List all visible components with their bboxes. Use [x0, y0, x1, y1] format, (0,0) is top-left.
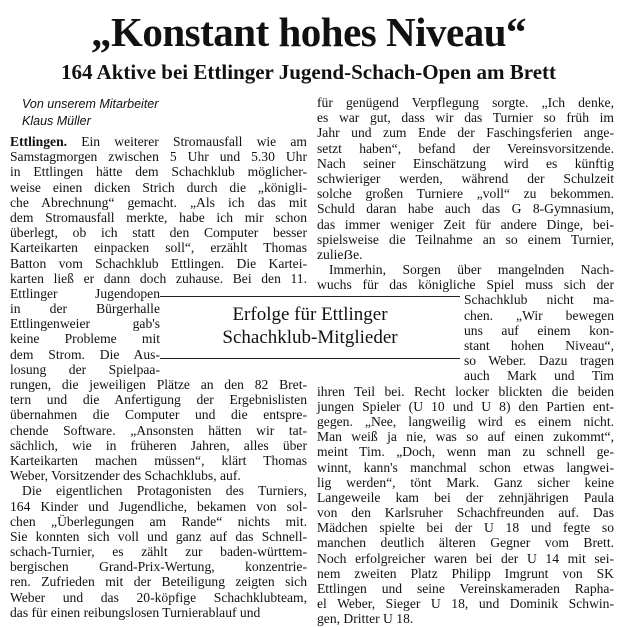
- text-line: ren. Zufrieden mit der Beteiligung zeigten sich: [10, 574, 307, 590]
- text-line: 164 Kinder und Jugendliche, bekamen von sol-: [10, 498, 307, 514]
- text-line: wuchs für das königliche Spiel muss sich der: [317, 277, 614, 293]
- text-line: zulieẞe.: [317, 246, 363, 262]
- text-line-content: Ein weiterer Stromausfall wie am: [67, 134, 307, 149]
- text-line: Die eigentlichen Protagonisten des Turniers,: [22, 483, 307, 499]
- text-line: Schuld daran habe auch das G 8-Gymnasium,: [317, 201, 614, 217]
- text-line: Man weiß ja nie, was so auf einen zukommt“,: [317, 429, 614, 445]
- text-line: Sie konnten sich voll und ganz auf das Schnell-: [10, 528, 307, 544]
- text-line: karten ließ er dann doch zuhause. Bei den 11.: [10, 270, 307, 286]
- text-line: so Weber. Dazu tragen: [464, 353, 614, 369]
- text-line: das für einen reibungslosen Turnierablauf und: [10, 604, 261, 620]
- text-line: Jahr und zum Ende der Faschingsferien ange-: [317, 125, 614, 141]
- text-line: spielsweise die Teilnahme an so einem Turnier,: [317, 231, 614, 247]
- text-line: rungen, die jeweiligen Plätze an den 82 Bret-: [10, 377, 307, 392]
- box-rule-bottom: [160, 358, 460, 359]
- text-line: Ettlinger Jugendopen: [10, 285, 160, 301]
- text-line: Noch erfolgreicher waren bei der U 14 mit sei-: [317, 550, 614, 566]
- text-line: Batton vom Schachklub Ettlingen. Die Kartei-: [10, 255, 307, 271]
- text-line: Ettlingenweier gab's: [10, 316, 160, 332]
- text-line: in der Bürgerhalle: [10, 301, 160, 317]
- text-line: Schachklub nicht ma-: [464, 292, 614, 308]
- text-line: Nach seiner Einschätzung wird es künftig: [317, 155, 614, 171]
- article-column-right: [317, 95, 614, 627]
- text-line: winnt, kann's manchmal schon etwas langwei-: [317, 459, 614, 475]
- byline-line-1: Von unserem Mitarbeiter: [22, 97, 159, 111]
- text-line: gegen. „Nee, langweilig wird es einem nicht.: [317, 413, 614, 429]
- text-line: gen, Dritter U 18.: [317, 611, 414, 627]
- text-line: schach-Turnier, es zählt zur baden-württem-: [10, 544, 307, 560]
- text-line: Weber, Vorsitzender des Schachklubs, auf.: [10, 468, 241, 484]
- headline: „Konstant hohes Niveau“: [90, 9, 526, 55]
- text-line: es war gut, dass wir das Turnier so früh im: [317, 110, 614, 126]
- text-line: meint Tim. „Doch, wenn man zu schnell ge-: [317, 444, 614, 460]
- article-column-left: [10, 134, 307, 620]
- text-line: losung der Spielpaa-: [10, 361, 160, 377]
- text-line: jungen Spieler (U 10 und U 8) den Partien ent-: [317, 398, 614, 414]
- text-line: manchen deutlich älteren Gegner vom Brett.: [317, 535, 614, 551]
- text-line: bergischen Grand-Prix-Wertung, konzentrie-: [10, 559, 307, 575]
- text-line: Samstagmorgen zwischen 5 Uhr und 5.30 Uhr: [10, 149, 307, 165]
- text-line: Ettlingen und seine Vereinskameraden Rapha-: [317, 581, 614, 596]
- text-line: schwieriger werden, während der Schulzeit: [317, 170, 614, 186]
- text-line: übernahmen die Computer und die entspre-: [10, 407, 307, 423]
- text-line: Karteikarten einpacken soll“, erzählt Thomas: [10, 240, 307, 256]
- box-rule-top: [160, 296, 460, 297]
- text-line: dem Strom. Die Aus-: [10, 346, 160, 362]
- text-line: el Weber, Sieger U 18, und Dominik Schwin-: [317, 596, 614, 612]
- text-line: uns auf einem kon-: [464, 322, 614, 338]
- text-line: ihren Teil bei. Recht locker blickten die beiden: [317, 383, 614, 399]
- text-line: weise einen dicken Strich durch die „königli-: [10, 179, 307, 195]
- text-line: für genügend Verpflegung sorgte. „Ich denke,: [317, 95, 614, 110]
- dateline: Ettlingen.: [10, 134, 68, 149]
- text-line: in Ettlingen hätte dem Schachklub möglicher-: [10, 164, 307, 180]
- text-line: keine Probleme mit: [10, 331, 160, 347]
- text-line: che Abrechnung“ gemacht. „Als ich das mit: [10, 194, 307, 210]
- text-line: chen. „Wir bewegen: [464, 307, 614, 323]
- info-box-title-line-1: Erfolge für Ettlinger: [232, 304, 388, 325]
- subheadline: 164 Aktive bei Ettlinger Jugend-Schach-Open am Brett: [60, 60, 557, 84]
- text-line: das immer weniger Zeit für andere Dinge, bei-: [317, 216, 614, 232]
- text-line: von den Karlsruher Schachfreunden auf. Das: [317, 505, 614, 521]
- text-line: Mädchen spielte bei der U 18 und fegte so: [317, 520, 614, 536]
- text-line: überlegt, ob ich statt den Computer besser: [10, 225, 307, 241]
- info-box-title: [160, 303, 460, 349]
- text-line: dem Stromausfall merkte, habe ich mir schon: [10, 209, 307, 225]
- text-line: [10, 134, 307, 149]
- text-line: setzt haben“, befand der Vereinsvorsitzende.: [317, 140, 614, 156]
- text-line: nem zweiten Platz Philipp Imgrunt von SK: [317, 565, 614, 581]
- text-line: auch Mark und Tim: [464, 368, 614, 384]
- text-line: tern und die Anfertigung der Ergebnislisten: [10, 392, 307, 408]
- text-line: stant hohen Niveau“,: [464, 338, 614, 353]
- text-line: Weber und das 20-köpfige Schachklubteam,: [10, 589, 307, 605]
- text-line: Karteikarten machen müssen“, klärt Thomas: [10, 452, 307, 468]
- info-box-title-line-2: Schachklub-Mitglieder: [222, 327, 398, 348]
- text-line: lig werden“, tönt Mark. Ganz sicher keine: [317, 474, 614, 490]
- text-line: Langeweile kam bei der zehnjährigen Paula: [317, 489, 614, 505]
- text-line: solche großen Turniere „voll“ zu bekommen.: [317, 186, 614, 202]
- byline-author: Klaus Müller: [22, 114, 91, 128]
- text-line: chende Software. „Ansonsten hätten wir tat-: [10, 422, 307, 438]
- text-line: sächlich, wie in früheren Jahren, alles über: [10, 437, 307, 453]
- text-line: Immerhin, Sorgen über mangelnden Nach-: [329, 262, 614, 278]
- text-line: chen „Überlegungen am Rande“ nichts mit.: [10, 513, 307, 529]
